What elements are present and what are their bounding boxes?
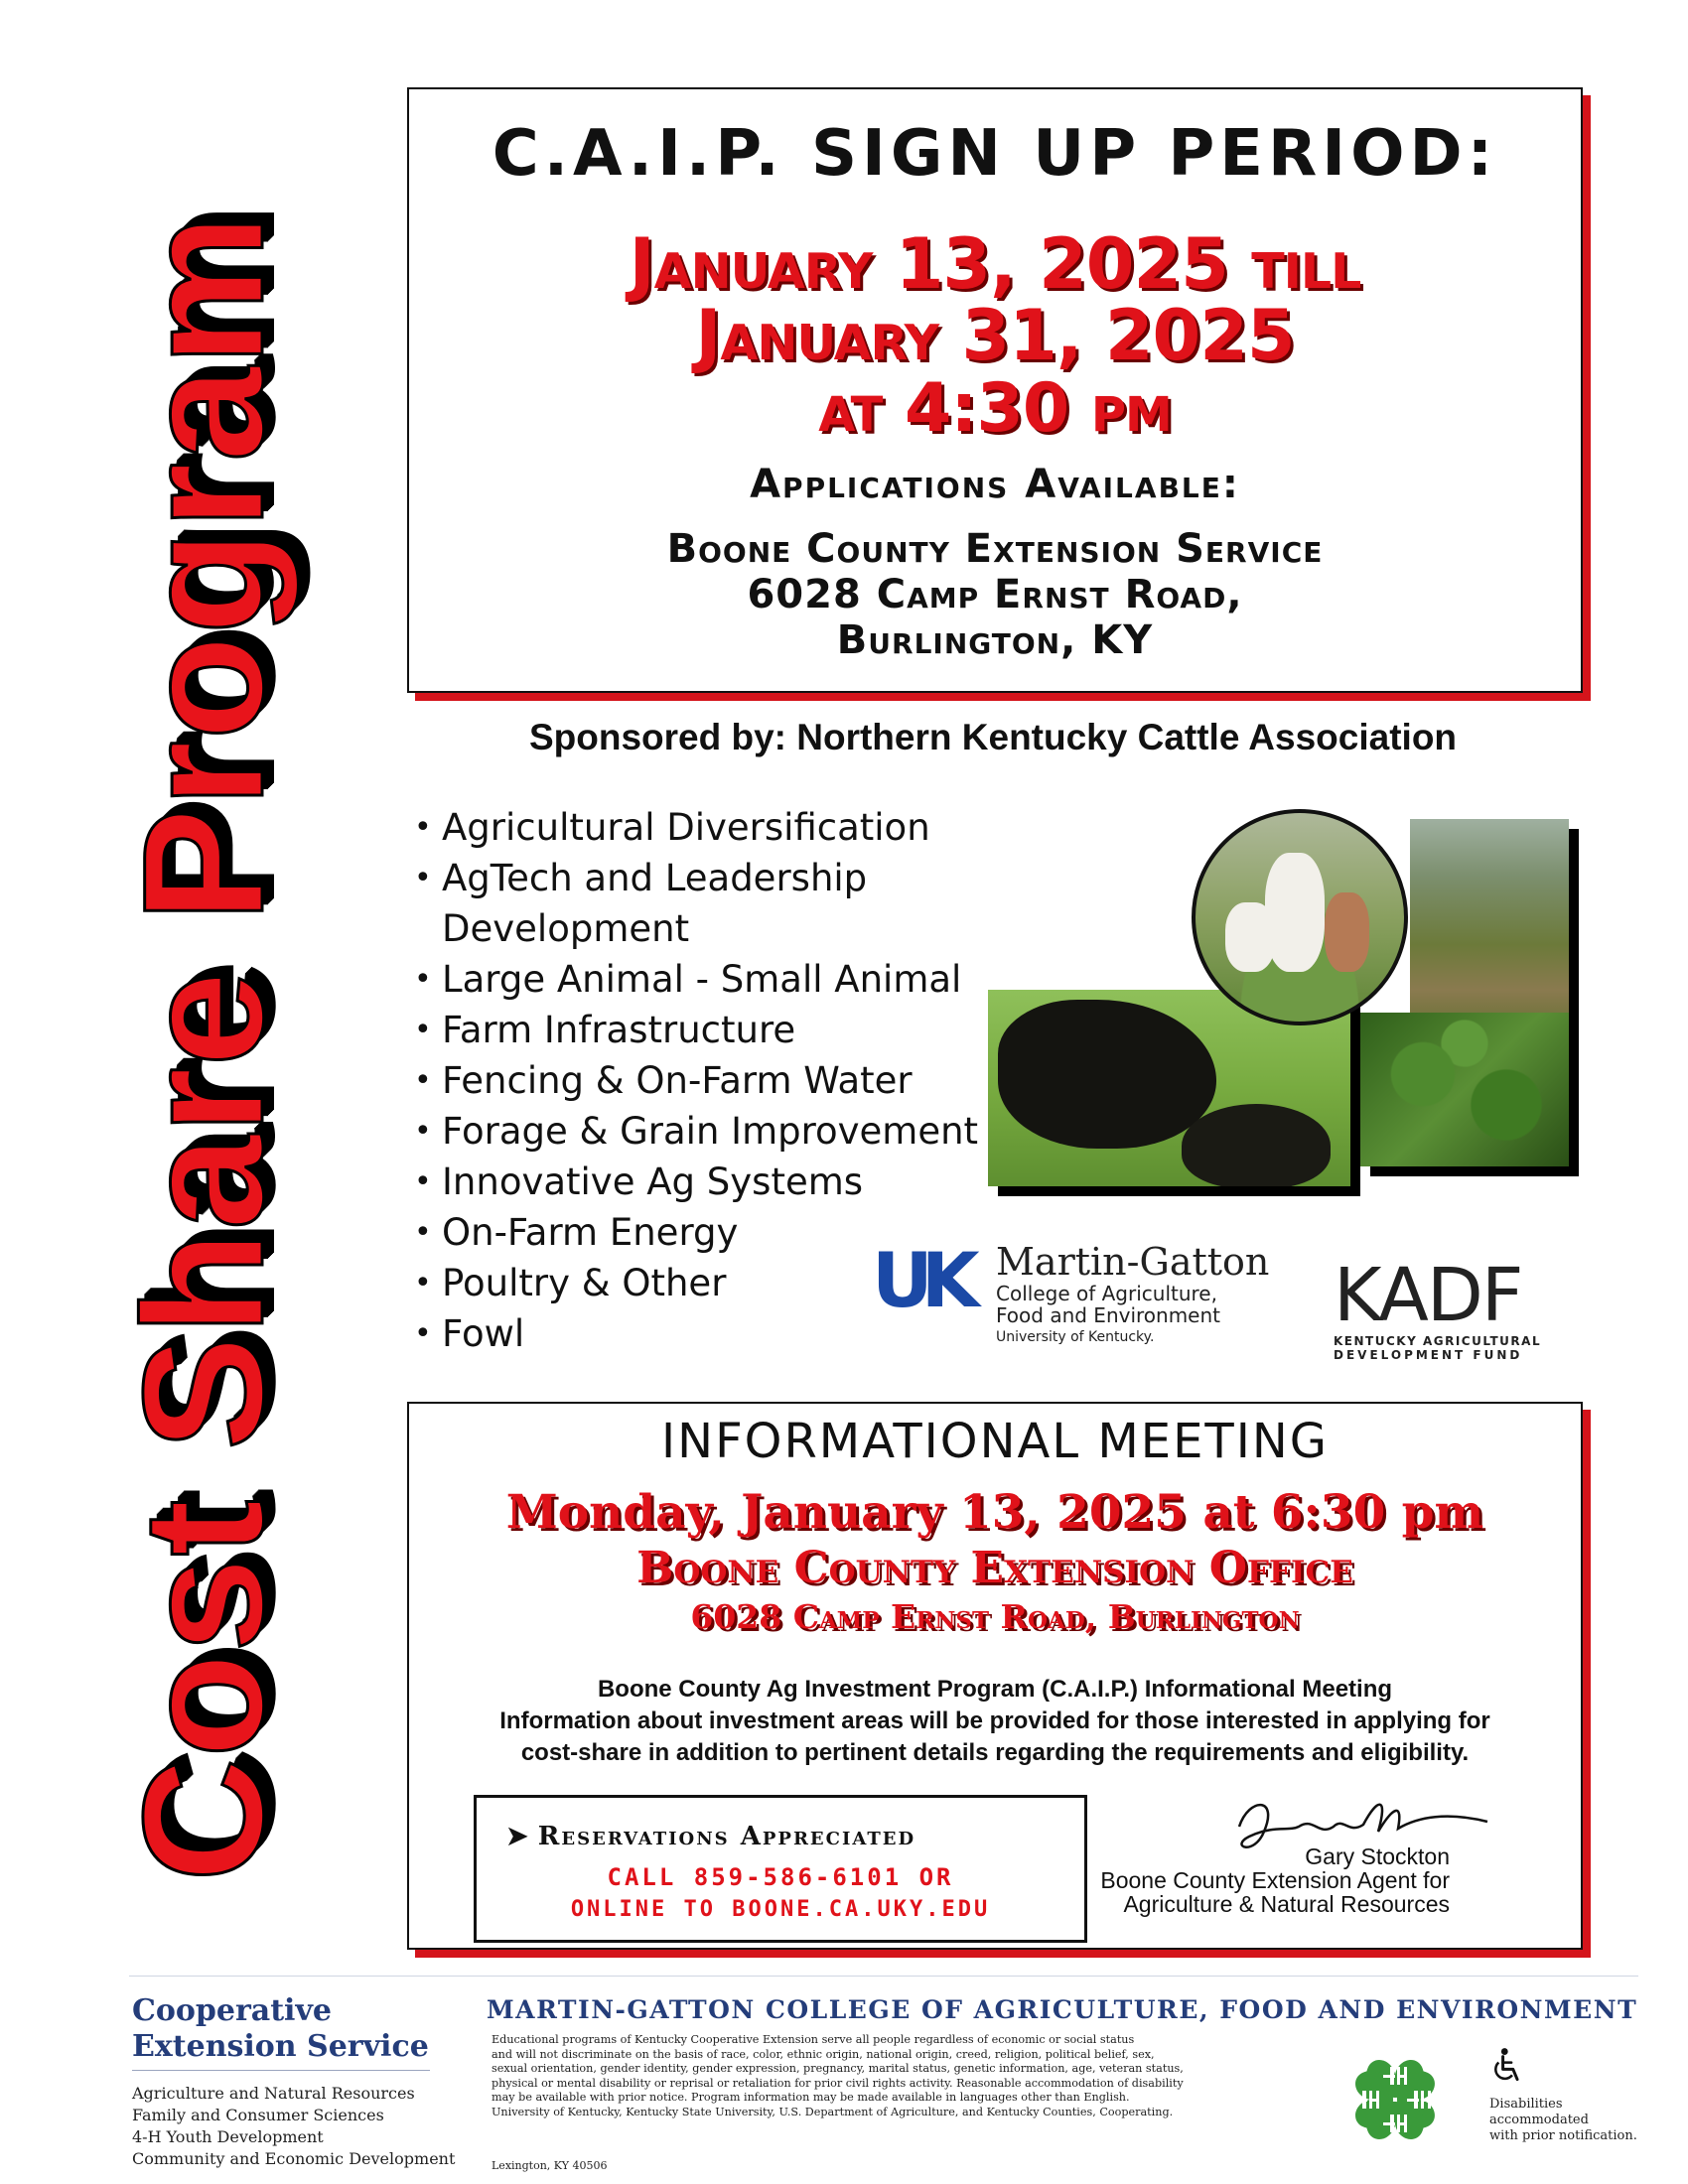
applications-label: Applications Available:: [750, 462, 1240, 507]
goat-shape: [1265, 853, 1325, 972]
address-line-3: Burlington, KY: [836, 617, 1154, 663]
nondiscrimination-statement: [492, 2033, 1326, 2119]
kadf-logo-mark: KADF: [1334, 1253, 1522, 1338]
reservations-title-text: Reservations Appreciated: [537, 1822, 916, 1851]
kadf-logo-line-2: DEVELOPMENT FUND: [1334, 1348, 1523, 1362]
list-item: • Agricultural Diversification: [412, 802, 1107, 853]
coop-divider: [132, 2070, 430, 2071]
vertical-title-text: Cost Share Program: [108, 212, 299, 1882]
signup-date-line-2: January 31, 2025: [695, 295, 1295, 376]
signature-title-line-2: Agriculture & Natural Resources: [1123, 1891, 1450, 1917]
uk-logo-line-2: College of Agriculture,: [996, 1282, 1217, 1305]
reservations-box: [474, 1795, 1087, 1943]
uk-logo-name: Martin-Gatton: [996, 1240, 1270, 1284]
reservations-phone: CALL 859-586-6101 OR: [607, 1863, 954, 1891]
signup-date-line-1: January 13, 2025 till: [629, 223, 1361, 305]
uk-logo-mark: UK: [872, 1236, 968, 1324]
meeting-date: Monday, January 13, 2025 at 6:30 pm: [505, 1485, 1484, 1540]
list-item: • Large Animal - Small Animal: [412, 954, 1107, 1005]
program-area: Agriculture and Natural Resources: [132, 2084, 415, 2103]
program-area: Community and Economic Development: [132, 2149, 456, 2168]
meeting-info-line-1: Boone County Ag Investment Program (C.A.I.P.) Informational Meeting: [597, 1676, 1393, 1703]
program-area: 4-H Youth Development: [132, 2127, 324, 2146]
program-area: Family and Consumer Sciences: [132, 2106, 384, 2124]
vertical-title: [108, 212, 299, 1882]
kadf-logo: [1334, 1253, 1547, 1362]
calf-shape: [1182, 1104, 1331, 1186]
signature-name: Gary Stockton: [1305, 1843, 1450, 1869]
college-title: MARTIN-GATTON COLLEGE OF AGRICULTURE, FOOD AND ENVIRONMENT: [487, 1995, 1638, 2024]
signup-heading: C.A.I.P. SIGN UP PERIOD:: [492, 117, 1498, 191]
disabilities-line-1: Disabilities: [1489, 2097, 1563, 2112]
signup-date-line-3: at 4:30 pm: [818, 369, 1172, 448]
disabilities-line-3: with prior notification.: [1489, 2128, 1637, 2143]
signature-block: [1100, 1844, 1450, 1916]
list-item: • AgTech and Leadership Development: [412, 853, 1107, 954]
goat-shape: [1325, 892, 1369, 972]
vertical-title-wrap: [20, 104, 387, 1990]
signature-title-line-1: Boone County Extension Agent for: [1100, 1867, 1450, 1893]
sponsor-text: Sponsored by: Northern Kentucky Cattle Association: [528, 717, 1458, 757]
disabilities-line-2: accommodated: [1489, 2113, 1589, 2127]
statement-line: physical or mental disability or reprisal or retaliation for prior civil rights activity. Reasonable accommodation of disability: [492, 2076, 1184, 2090]
footer-city: Lexington, KY 40506: [492, 2159, 608, 2172]
list-item: • Innovative Ag Systems: [412, 1157, 1107, 1207]
footer-divider: [129, 1976, 1638, 1977]
photo-goats: [1192, 809, 1408, 1025]
kadf-logo-line-1: KENTUCKY AGRICULTURAL: [1334, 1334, 1542, 1348]
list-item: • Farm Infrastructure: [412, 1005, 1107, 1055]
cooperative-extension-logo: [132, 1993, 429, 2065]
address-line-2: 6028 Camp Ernst Road,: [747, 572, 1243, 617]
goat-shape: [1225, 902, 1275, 972]
photo-forage-leaves: [1360, 1013, 1569, 1166]
wheelchair-icon: [1489, 2047, 1523, 2085]
uk-logo-line-4: University of Kentucky.: [996, 1329, 1155, 1345]
list-item: • Fowl: [412, 1308, 1107, 1359]
reservations-website[interactable]: ONLINE TO BOONE.CA.UKY.EDU: [570, 1897, 991, 1922]
statement-line: and will not discriminate on the basis of race, color, ethnic origin, national origin, creed, religion, political belief, sex,: [492, 2047, 1155, 2061]
meeting-info: [449, 1674, 1541, 1769]
cow-shape: [998, 1000, 1216, 1149]
meeting-info-line-2: Information about investment areas will be provided for those interested in applying for: [499, 1707, 1490, 1734]
statement-line: may be available with prior notice. Program information may be made available in languages other than English.: [492, 2091, 1130, 2104]
list-item: • Poultry & Other: [412, 1258, 1107, 1308]
four-h-clover-icon: [1340, 2045, 1450, 2154]
meeting-address: 6028 Camp Ernst Road, Burlington: [690, 1597, 1300, 1636]
meeting-office: Boone County Extension Office: [636, 1543, 1353, 1593]
meeting-info-line-3: cost-share in addition to pertinent details regarding the requirements and eligibility.: [520, 1739, 1470, 1766]
statement-line: Educational programs of Kentucky Cooperative Extension serve all people regardless of economic or social status: [492, 2033, 1135, 2046]
statement-line: University of Kentucky, Kentucky State University, U.S. Department of Agriculture, and Kentucky Counties, Cooperating.: [492, 2105, 1174, 2118]
address-line-1: Boone County Extension Service: [666, 526, 1324, 572]
coop-line-2: Extension Service: [132, 2029, 429, 2064]
arrow-right-icon: ➤: [506, 1822, 530, 1851]
reservations-title: [506, 1822, 915, 1851]
signup-period-box: [407, 87, 1583, 693]
list-item: • Forage & Grain Improvement: [412, 1106, 1107, 1157]
meeting-title: INFORMATIONAL MEETING: [661, 1414, 1329, 1469]
uk-logo-line-3: Food and Environment: [996, 1303, 1221, 1327]
coop-line-1: Cooperative: [132, 1993, 332, 2028]
statement-line: sexual orientation, gender identity, gender expression, pregnancy, marital status, genetic information, age, veteran status,: [492, 2062, 1184, 2075]
list-item: • On-Farm Energy: [412, 1207, 1107, 1258]
disabilities-note: [1489, 2097, 1637, 2144]
list-item: • Fencing & On-Farm Water: [412, 1055, 1107, 1106]
program-areas: [132, 2083, 455, 2170]
